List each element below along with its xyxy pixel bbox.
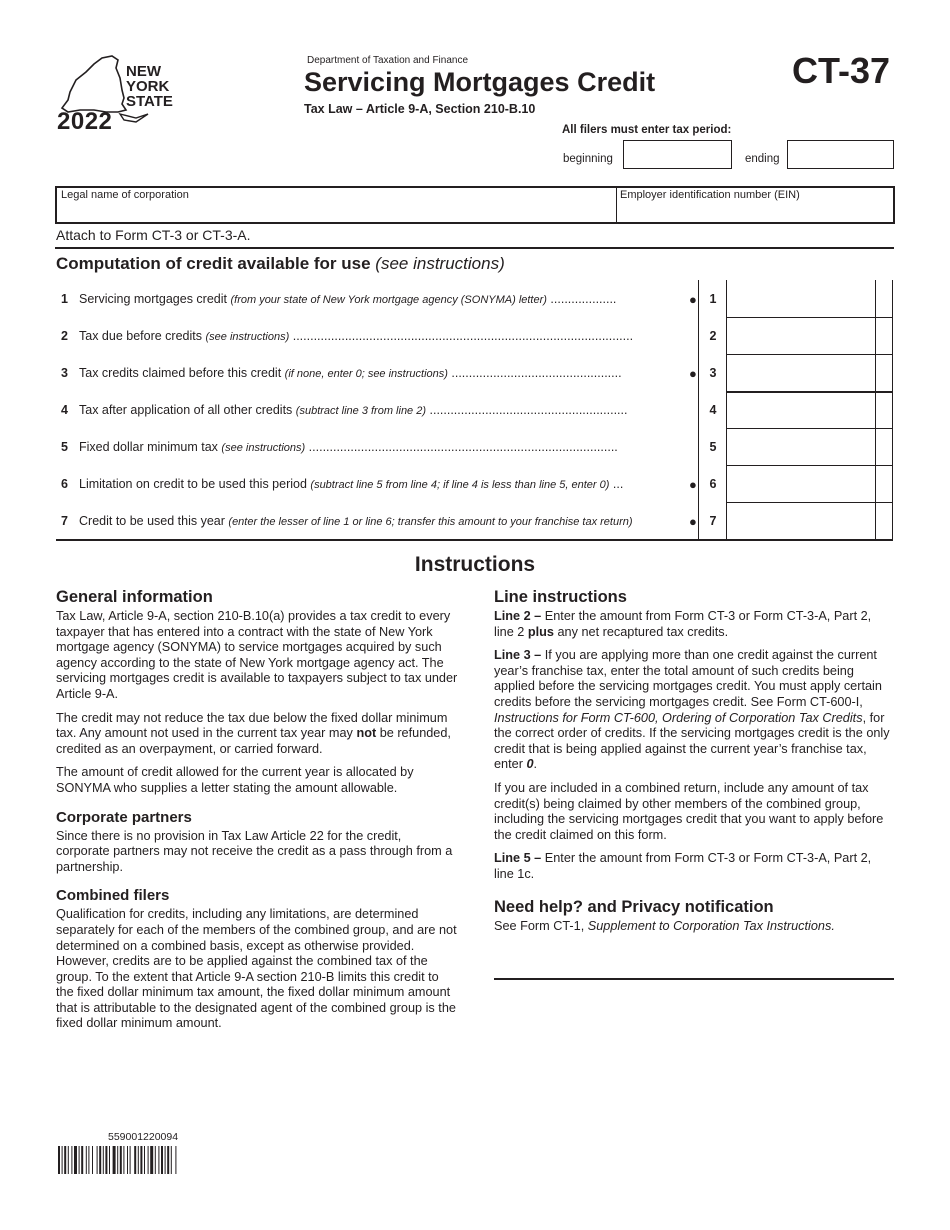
line-text	[79, 477, 623, 491]
barcode-bar	[68, 1146, 69, 1174]
department-name: Department of Taxation and Finance	[307, 55, 469, 66]
text-run: Enter the amount from Form CT-3 or Form CT-3-A, Part 2, line 2	[494, 609, 872, 639]
line-3-amount-field[interactable]	[728, 356, 874, 390]
barcode-bar	[130, 1146, 131, 1174]
form-year: 2022	[57, 108, 113, 135]
computation-line	[56, 514, 892, 551]
line-number: 1	[61, 292, 68, 306]
text-run: See Form CT-1,	[494, 918, 588, 933]
line-1-amount-field[interactable]	[728, 282, 874, 316]
line-text	[79, 329, 633, 343]
leader-dots: .........................................................	[429, 403, 628, 417]
barcode-bar	[175, 1146, 176, 1174]
line-note: (enter the lesser of line 1 or line 6; transfer this amount to your franchise tax return)	[228, 516, 633, 528]
help-bottom-rule	[494, 978, 894, 980]
partners-paragraph: Since there is no provision in Tax Law Article 22 for the credit, corporate partners may not receive the credit as a pass through from a partnership.	[56, 828, 453, 874]
barcode-bar	[86, 1146, 87, 1174]
barcode-bar	[81, 1146, 83, 1174]
line-text	[79, 514, 633, 528]
barcode-bar	[92, 1146, 93, 1174]
line-label: Tax after application of all other credits	[79, 403, 293, 417]
barcode-bar	[99, 1146, 101, 1174]
line-text	[79, 403, 627, 417]
barcode-bar	[140, 1146, 142, 1174]
italic-text: Instructions for Form CT-600, Ordering of Corporation Tax Credits	[494, 710, 863, 725]
legal-name-label: Legal name of corporation	[61, 189, 189, 201]
ein-label: Employer identification number (EIN)	[620, 189, 800, 201]
line-note: (subtract line 5 from line 4; if line 4 is less than line 5, enter 0)	[310, 479, 610, 491]
line-number: 6	[61, 477, 68, 491]
line-5-amount-field[interactable]	[728, 430, 874, 464]
instructions-right-column	[494, 587, 894, 942]
text-run: The credit may not reduce the tax due below the fixed dollar minimum tax. Any amount not used in the current tax year may	[56, 710, 448, 741]
barcode-bar	[150, 1146, 153, 1174]
barcode-bar	[138, 1146, 139, 1174]
form-title: Servicing Mortgages Credit	[304, 67, 656, 97]
line-note: (from your state of New York mortgage agency (SONYMA) letter)	[230, 294, 547, 306]
general-information-heading: General information	[56, 588, 213, 606]
need-help-heading: Need help? and Privacy notification	[494, 897, 774, 916]
line-label: Fixed dollar minimum tax	[79, 440, 218, 454]
box-number: 7	[709, 514, 717, 528]
logo-text-york: YORK	[126, 78, 170, 95]
line-text	[79, 366, 622, 380]
line-3-label: Line 3 –	[494, 648, 542, 663]
line-number: 2	[61, 329, 68, 343]
barcode-bar	[105, 1146, 107, 1174]
line-label: Credit to be used this year	[79, 514, 225, 528]
computation-heading-text: Computation of credit available for use	[56, 254, 371, 273]
line-label: Tax credits claimed before this credit	[79, 366, 282, 380]
barcode-bar	[123, 1146, 124, 1174]
bullet-marker: ●	[689, 514, 697, 529]
bullet-marker: ●	[689, 292, 697, 307]
text-run: Enter the amount from Form CT-3 or Form CT-3-A, Part 2, line 1c.	[494, 851, 872, 881]
barcode-bar	[103, 1146, 104, 1174]
tax-law-reference: Tax Law – Article 9-A, Section 210-B.10	[304, 102, 536, 116]
barcode-bar	[64, 1146, 66, 1174]
text-run: be refunded, credited as an overpayment, or carried forward.	[56, 726, 451, 756]
line-5-instruction	[494, 851, 894, 882]
line-7-amount-field[interactable]	[728, 504, 874, 538]
leader-dots: ...................	[550, 292, 617, 306]
line-text	[79, 440, 618, 454]
barcode-bar	[74, 1146, 77, 1174]
text-run: .	[533, 757, 538, 772]
beginning-label: beginning	[563, 153, 613, 165]
barcode-bar	[58, 1146, 60, 1174]
barcode-bar	[71, 1146, 72, 1174]
line-instructions-heading: Line instructions	[494, 588, 627, 606]
line-note: (see instructions)	[205, 331, 290, 343]
leader-dots: .................................................	[451, 366, 622, 380]
barcode-bar	[134, 1146, 136, 1174]
box-number: 4	[709, 403, 717, 417]
line-3-instruction	[494, 648, 894, 773]
bold-text: plus	[527, 624, 554, 639]
bullet-marker: ●	[689, 366, 697, 381]
general-paragraph: Tax Law, Article 9-A, section 210-B.10(a) provides a tax credit to every taxpayer that has entered into a contract with the state of New York mortgage agency (SONYMA) to service mortgages acquired by such agency according to the state of New York mortgage agency act. The servicing mortgages credit is available to taxpayers subject to tax under Article 9-A.	[56, 609, 458, 701]
general-paragraph	[56, 711, 458, 758]
text-run: If you are applying more than one credit against the current year’s franchise tax, enter the total amount of such credits being applied before the servicing mortgages credit. You must apply certain credits before the servicing mortgages credit. See Form CT-600-I,	[494, 648, 882, 709]
barcode-bar	[155, 1146, 156, 1174]
leader-dots: .........................................................................................	[308, 440, 618, 454]
line-label: Servicing mortgages credit	[79, 292, 227, 306]
corporate-partners-heading: Corporate partners	[56, 808, 192, 826]
tax-period-instruction: All filers must enter tax period:	[562, 124, 732, 136]
box-number: 6	[709, 477, 717, 491]
instructions-heading: Instructions	[414, 553, 536, 576]
barcode-bar	[161, 1146, 163, 1174]
attach-note: Attach to Form CT-3 or CT-3-A.	[56, 227, 251, 243]
line-number: 7	[61, 514, 68, 528]
barcode-bar	[62, 1146, 63, 1174]
line-note: (if none, enter 0; see instructions)	[284, 368, 448, 380]
text-run: any net recaptured tax credits.	[553, 624, 729, 639]
barcode	[58, 1146, 242, 1174]
line-note: (see instructions)	[221, 442, 306, 454]
leader-dots: ...	[612, 477, 624, 491]
grid-line-outer-right	[892, 280, 893, 540]
line-number: 4	[61, 403, 68, 417]
line-note: (subtract line 3 from line 2)	[295, 405, 427, 417]
barcode-bar	[148, 1146, 149, 1174]
barcode-bar	[158, 1146, 159, 1174]
barcode-bar	[79, 1146, 80, 1174]
ending-label: ending	[745, 153, 780, 165]
combined-paragraph: Qualification for credits, including any limitations, are determined separately for each of the members of the combined group, and are not determined on a combined basis, except as otherwise provided. However, credits are to be applied against the combined tax of the group. To the extent that Article 9-A section 210-B limits this credit to the fixed dollar minimum tax amount, the fixed dollar minimum amount that is attributable to the designated agent of the combined group is the fixed dollar minimum amount.	[56, 907, 457, 1031]
logo-text-new: NEW	[126, 63, 161, 80]
text-run: , for the correct order of credits. If the servicing mortgages credit is the only credit that is being applied against the current year’s franchise tax, enter	[494, 710, 890, 772]
barcode-bar	[127, 1146, 128, 1174]
need-help-paragraph	[494, 919, 894, 935]
barcode-bar	[120, 1146, 122, 1174]
italic-text: Supplement to Corporation Tax Instructions.	[587, 918, 835, 933]
computation-heading-note: (see instructions)	[375, 254, 505, 273]
combined-return-instruction: If you are included in a combined return, include any amount of tax credit(s) being claimed by other members of the combined group, including the servicing mortgages credit that you want to apply before the credit claimed on this form.	[494, 780, 884, 842]
barcode-bar	[88, 1146, 89, 1174]
box-number: 3	[709, 366, 717, 380]
general-paragraph: The amount of credit allowed for the current year is allocated by SONYMA who supplies a letter stating the amount allowable.	[56, 765, 414, 795]
barcode-bar	[167, 1146, 169, 1174]
line-4-amount-field[interactable]	[728, 393, 874, 427]
line-label: Limitation on credit to be used this period	[79, 477, 307, 491]
form-number: CT-37	[792, 50, 891, 91]
line-6-amount-field[interactable]	[728, 467, 874, 501]
line-number: 5	[61, 440, 68, 454]
leader-dots: ..................................................................................................	[292, 329, 634, 343]
box-number: 1	[709, 292, 717, 306]
instructions-left-column	[56, 587, 458, 1040]
logo-text-state: STATE	[126, 93, 173, 110]
barcode-bar	[117, 1146, 118, 1174]
line-number: 3	[61, 366, 68, 380]
barcode-bar	[97, 1146, 98, 1174]
barcode-bar	[113, 1146, 116, 1174]
barcode-bar	[109, 1146, 110, 1174]
line-2-label: Line 2 –	[494, 609, 542, 623]
box-number: 2	[709, 329, 717, 343]
barcode-number: 559001220094	[108, 1131, 179, 1143]
barcode-bar	[171, 1146, 172, 1174]
bold-italic-text: 0	[526, 757, 534, 772]
line-text	[79, 292, 616, 306]
barcode-bar	[144, 1146, 145, 1174]
line-5-label: Line 5 –	[494, 851, 542, 866]
line-label: Tax due before credits	[79, 329, 202, 343]
box-number: 5	[709, 440, 717, 454]
combined-filers-heading: Combined filers	[56, 887, 170, 905]
bold-text: not	[356, 726, 377, 741]
barcode-bar	[165, 1146, 166, 1174]
bullet-marker: ●	[689, 477, 697, 492]
line-2-amount-field[interactable]	[728, 319, 874, 353]
line-2-instruction	[494, 609, 894, 640]
